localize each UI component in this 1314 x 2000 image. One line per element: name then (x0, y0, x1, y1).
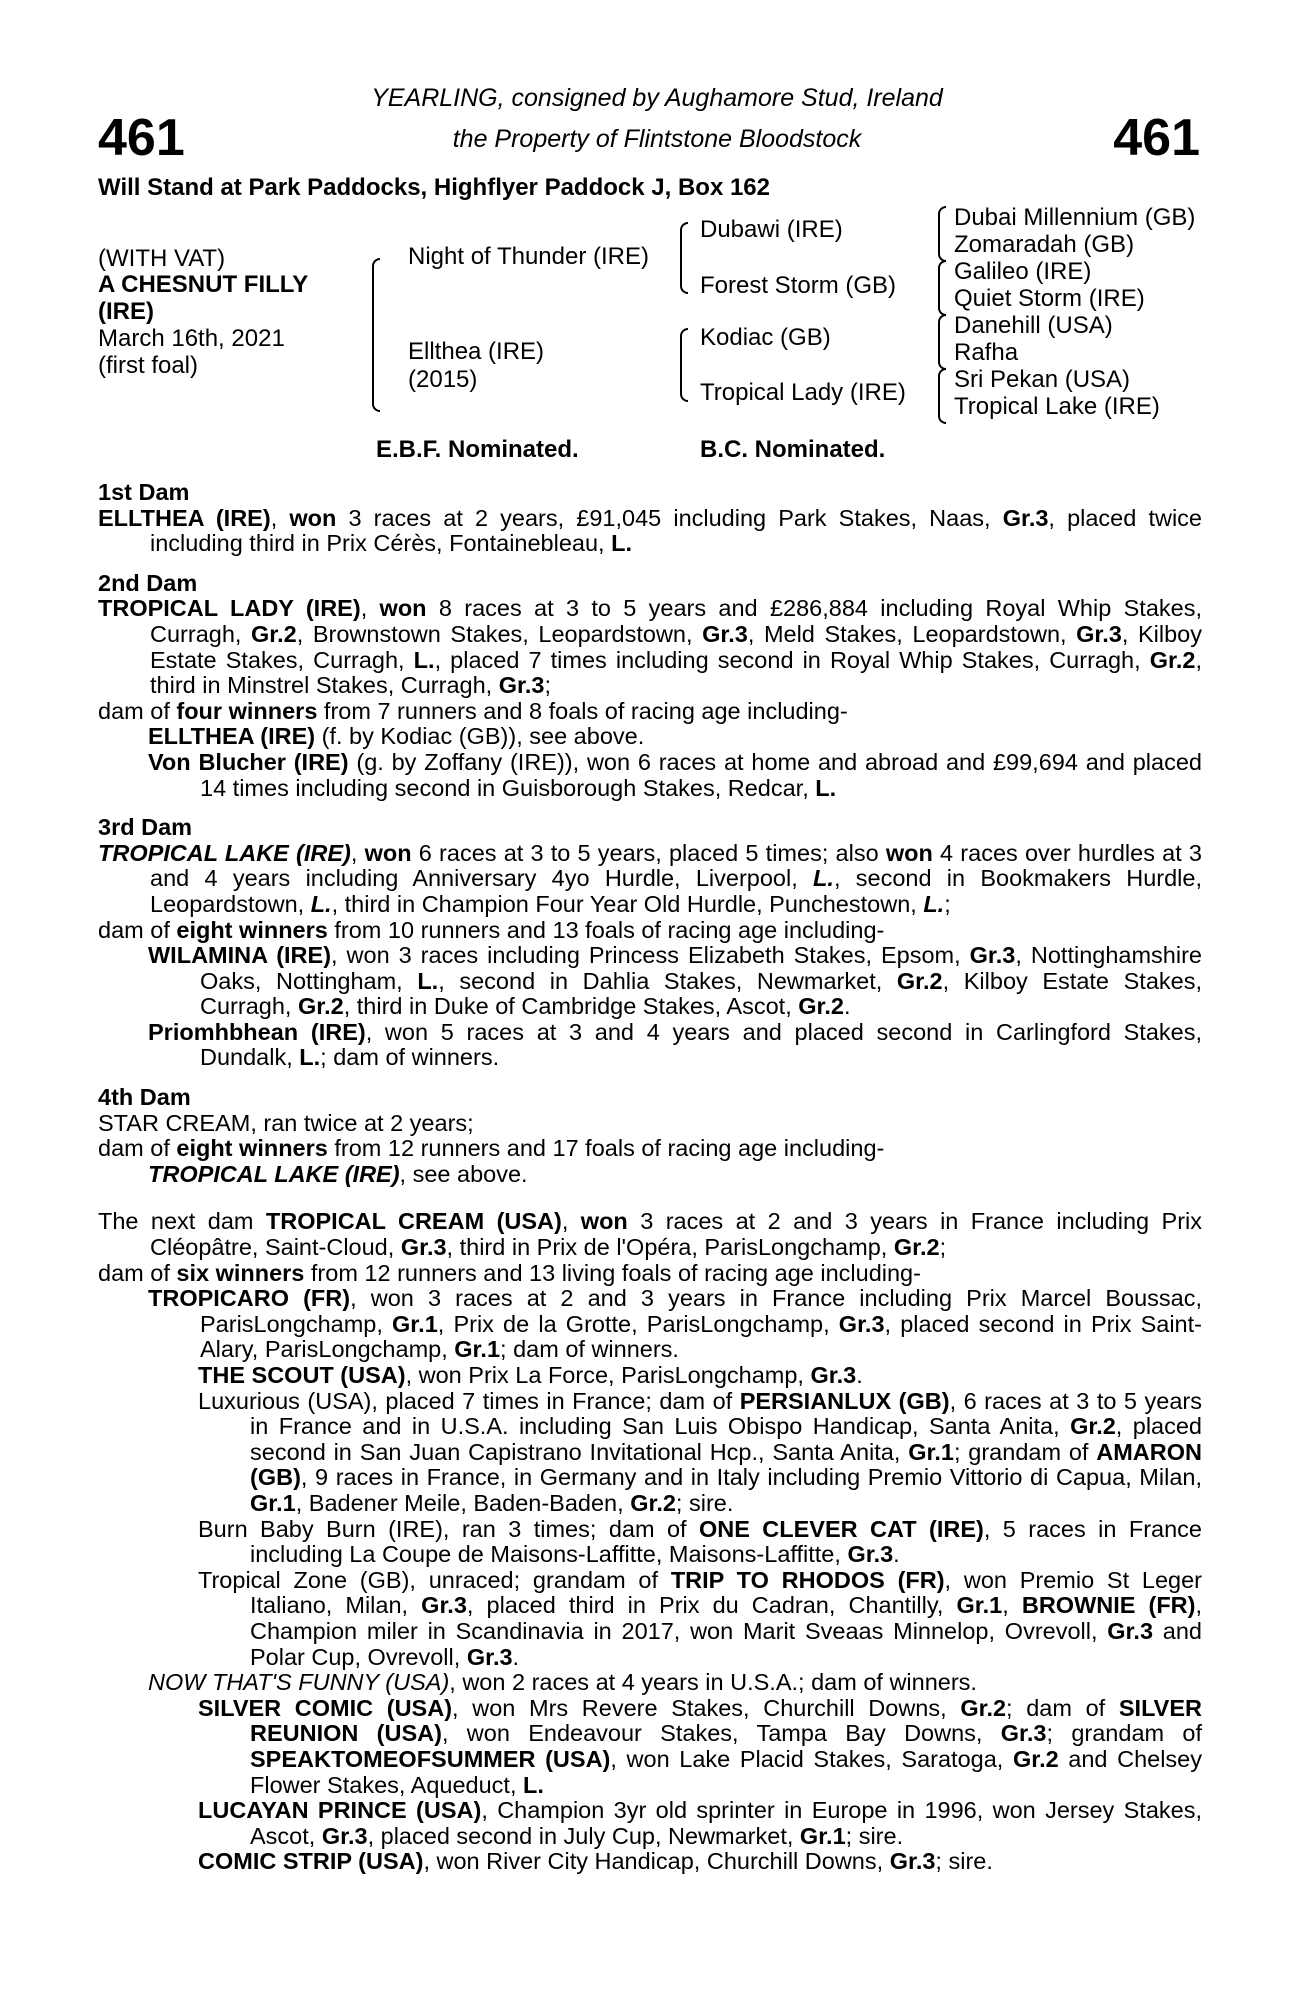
next-dam-para: The next dam TROPICAL CREAM (USA), won 3 races at 2 and 3 years in France including Prix Cléopâtre, Saint-Cloud, Gr.3, third in Prix de l'Opéra, ParisLongchamp, Gr.2; (98, 1208, 1203, 1261)
sire-dam: Forest Storm (GB) (700, 272, 897, 299)
first-dam-para: ELLTHEA (IRE), won 3 races at 2 years, £91,045 including Park Stakes, Naas, Gr.3, placed twice including third in Prix Cérès, Fontainebleau, L. (98, 504, 1202, 557)
consignment-line-1: YEARLING, consigned by Aughamore Stud, Ireland (371, 84, 943, 112)
next-dam-foal-tropicaro: TROPICARO (FR), won 3 races at 2 and 3 years in France including Prix Marcel Boussac, ParisLongchamp, Gr.1, Prix de la Grotte, ParisLongchamp, Gr.3, placed second in Prix Saint-Alary, ParisLongchamp, Gr.1; dam of winners. (148, 1285, 1202, 1363)
ntf-produce-comic-strip: COMIC STRIP (USA), won River City Handicap, Churchill Downs, Gr.3; sire. (198, 1848, 993, 1875)
brace-dam-line (680, 328, 688, 402)
next-dam-produce: dam of six winners from 12 runners and 13 living foals of racing age including- (98, 1259, 921, 1286)
ebf-nomination: E.B.F. Nominated. (376, 436, 579, 463)
gd-8: Tropical Lake (IRE) (954, 393, 1160, 420)
brace-g4 (938, 368, 946, 424)
horse-note: (first foal) (98, 352, 199, 379)
tropicaro-produce-luxurious: Luxurious (USA), placed 7 times in France; dam of PERSIANLUX (GB), 6 races at 3 to 5 years in France and in U.S.A. including San Luis Obispo Handicap, Santa Anita, Gr.2, placed second in San Juan Capistrano Invitational Hcp., Santa Anita, Gr.1; grandam of AMARON (GB), 9 races in France, in Germany and in Italy including Premio Vittorio di Capua, Milan, Gr.1, Badener Meile, Baden-Baden, Gr.2; sire. (198, 1387, 1202, 1516)
fourth-dam-para: STAR CREAM, ran twice at 2 years; (98, 1109, 474, 1136)
ntf-produce-lucayan-prince: LUCAYAN PRINCE (USA), Champion 3yr old sprinter in Europe in 1996, won Jersey Stakes, Ascot, Gr.3, placed second in July Cup, Newmarket, Gr.1; sire. (198, 1797, 1202, 1849)
tropicaro-produce-scout: THE SCOUT (USA), won Prix La Force, ParisLongchamp, Gr.3. (198, 1362, 863, 1388)
third-dam-foal-2: Priomhbhean (IRE), won 5 races at 3 and 4 years and placed second in Carlingford Stakes, Dundalk, L.; dam of winners. (148, 1018, 1202, 1071)
third-dam-foal-1: WILAMINA (IRE), won 3 races including Princess Elizabeth Stakes, Epsom, Gr.3, Nottinghamshire Oaks, Nottingham, L., second in Dahlia Stakes, Newmarket, Gr.2, Kilboy Estate Stakes, Curragh, Gr.2, third in Duke of Cambridge Stakes, Ascot, Gr.2. (148, 942, 1202, 1020)
section-third-dam: 3rd Dam (98, 814, 193, 841)
gd-5: Danehill (USA) (954, 312, 1113, 339)
sire-sire: Dubawi (IRE) (700, 216, 843, 243)
tropicaro-produce-tropical-zone: Tropical Zone (GB), unraced; grandam of TRIP TO RHODOS (FR), won Premio St Leger Italiano, Milan, Gr.3, placed third in Prix du Cadran, Chantilly, Gr.1, BROWNIE (FR), Champion miler in Scandinavia in 2017, won Marit Sveaas Minnelop, Ovrevoll, Gr.3 and Polar Cup, Ovrevoll, Gr.3. (198, 1566, 1203, 1670)
horse-name-suffix: (IRE) (98, 298, 154, 325)
gd-6: Rafha (954, 339, 1019, 366)
brace-g1 (938, 206, 946, 262)
dam-sire: Kodiac (GB) (700, 324, 831, 351)
consignment-line-2: the Property of Flintstone Bloodstock (452, 125, 862, 153)
fourth-dam-produce: dam of eight winners from 12 runners and 17 foals of racing age including- (98, 1135, 885, 1162)
dam-dam: Tropical Lady (IRE) (700, 379, 906, 406)
ntf-produce-silver-comic: SILVER COMIC (USA), won Mrs Revere Stakes, Churchill Downs, Gr.2; dam of SILVER REUNION (USA), won Endeavour Stakes, Tampa Bay Downs, Gr.3; grandam of SPEAKTOMEOFSUMMER (USA), won Lake Placid Stakes, Saratoga, Gr.2 and Chelsey Flower Stakes, Aqueduct, L. (198, 1694, 1203, 1798)
vat-note: (WITH VAT) (98, 245, 226, 272)
fourth-dam-foal-1: TROPICAL LAKE (IRE), see above. (148, 1160, 528, 1187)
brace-sire-line (680, 222, 688, 294)
location-line: Will Stand at Park Paddocks, Highflyer Paddock J, Box 162 (98, 174, 770, 201)
catalogue-body (98, 480, 1202, 1875)
brace-g3 (938, 314, 946, 370)
brace-g2 (938, 260, 946, 316)
lot-number-left: 461 (98, 109, 185, 167)
gd-4: Quiet Storm (IRE) (954, 285, 1145, 312)
dam-name: Ellthea (IRE) (408, 338, 545, 365)
second-dam-produce: dam of four winners from 7 runners and 8 foals of racing age including- (98, 697, 848, 724)
second-dam-foal-2: Von Blucher (IRE) (g. by Zoffany (IRE)), won 6 races at home and abroad and £99,694 and placed 14 times including second in Guisborough Stakes, Redcar, L. (148, 748, 1202, 801)
second-dam-foal-1: ELLTHEA (IRE) (f. by Kodiac (GB)), see above. (148, 723, 645, 750)
lot-number-right: 461 (1113, 109, 1200, 167)
gd-7: Sri Pekan (USA) (954, 366, 1131, 393)
next-dam-foal-now-thats-funny: NOW THAT'S FUNNY (USA), won 2 races at 4 years in U.S.A.; dam of winners. (148, 1669, 977, 1696)
gd-1: Dubai Millennium (GB) (954, 204, 1196, 231)
section-first-dam: 1st Dam (98, 479, 190, 505)
sire-name: Night of Thunder (IRE) (408, 243, 649, 270)
dam-year: (2015) (408, 366, 478, 393)
brace-sire-dam (372, 258, 380, 412)
horse-name: A CHESNUT FILLY (98, 271, 309, 298)
bc-nomination: B.C. Nominated. (700, 436, 886, 463)
gd-2: Zomaradah (GB) (954, 231, 1135, 258)
tropicaro-produce-burn-baby-burn: Burn Baby Burn (IRE), ran 3 times; dam of ONE CLEVER CAT (IRE), 5 races in France including La Coupe de Maisons-Laffitte, Maisons-Laffitte, Gr.3. (198, 1515, 1202, 1568)
section-fourth-dam: 4th Dam (98, 1084, 191, 1111)
gd-3: Galileo (IRE) (954, 258, 1092, 285)
second-dam-para: TROPICAL LADY (IRE), won 8 races at 3 to 5 years and £286,884 including Royal Whip Stakes, Curragh, Gr.2, Brownstown Stakes, Leopardstown, Gr.3, Meld Stakes, Leopardstown, Gr.3, Kilboy Estate Stakes, Curragh, L., placed 7 times including second in Royal Whip Stakes, Curragh, Gr.2, third in Minstrel Stakes, Curragh, Gr.3; (98, 595, 1202, 699)
third-dam-produce: dam of eight winners from 10 runners and 13 foals of racing age including- (98, 916, 885, 943)
third-dam-para: TROPICAL LAKE (IRE), won 6 races at 3 to 5 years, placed 5 times; also won 4 races over hurdles at 3 and 4 years including Anniversary 4yo Hurdle, Liverpool, L., second in Bookmakers Hurdle, Leopardstown, L., third in Champion Four Year Old Hurdle, Punchestown, L.; (98, 839, 1203, 917)
section-second-dam: 2nd Dam (98, 569, 198, 596)
horse-dob: March 16th, 2021 (98, 325, 285, 352)
